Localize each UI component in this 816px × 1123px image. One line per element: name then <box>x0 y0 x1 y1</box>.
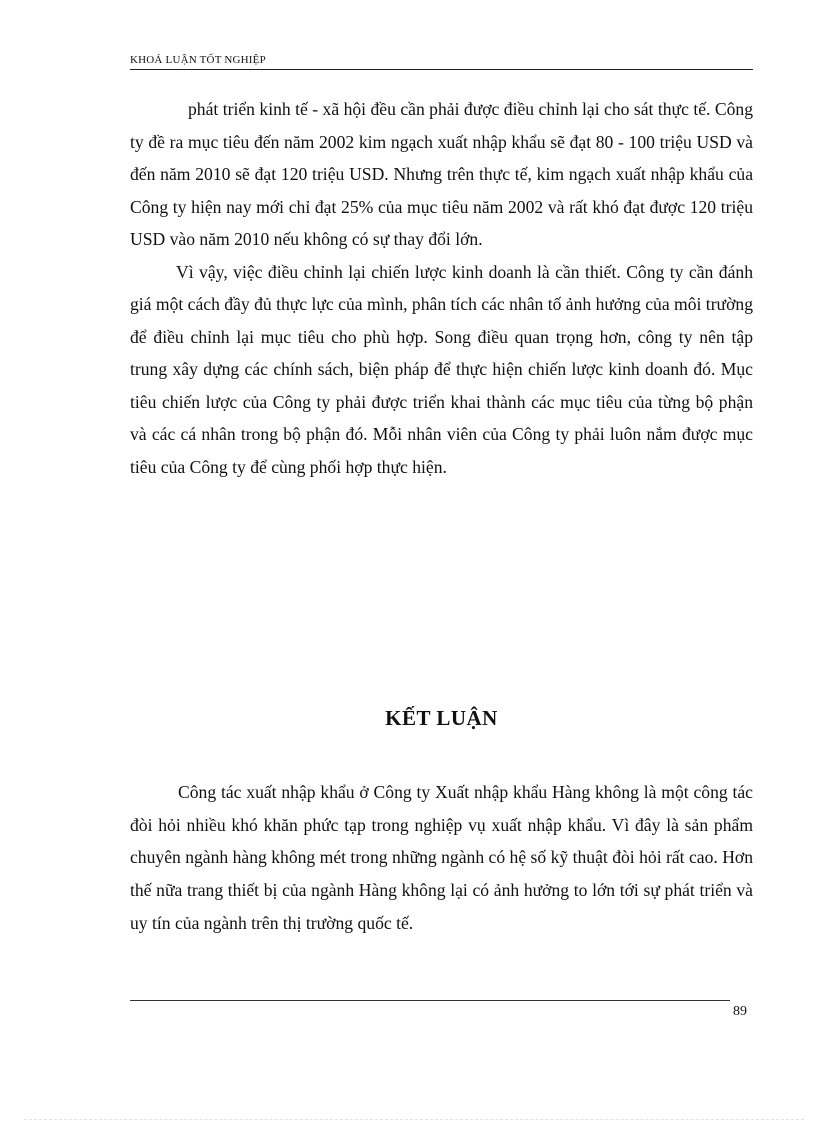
body-paragraph-2: Vì vậy, việc điều chỉnh lại chiến lược kinh doanh là cần thiết. Công ty cần đánh giá một cách đầy đủ thực lực của mình, phân tích các nhân tố ảnh hưởng của môi trường để điều chỉnh lại mục tiêu cho phù hợp. Song điều quan trọng hơn, công ty nên tập trung xây dựng các chính sách, biện pháp để thực hiện chiến lược kinh doanh đó. Mục tiêu chiến lược của Công ty phải được triển khai thành các mục tiêu của từng bộ phận và các cá nhân trong bộ phận đó. Mỗi nhân viên của Công ty phải luôn nắm được mục tiêu của Công ty để cùng phối hợp thực hiện. <box>130 261 753 477</box>
body-paragraph-1: phát triển kinh tế - xã hội đều cần phải được điều chỉnh lại cho sát thực tế. Công ty đề ra mục tiêu đến năm 2002 kim ngạch xuất nhập khẩu sẽ đạt 80 - 100 triệu USD và đến năm 2010 sẽ đạt 120 triệu USD. Nhưng trên thực tế, kim ngạch xuất nhập khẩu của Công ty hiện nay mới chỉ đạt 25% của mục tiêu năm 2002 và rất khó đạt được 120 triệu USD vào năm 2010 nếu không có sự thay đổi lớn. <box>130 99 753 249</box>
conclusion-heading: KẾT LUẬN <box>385 706 498 730</box>
page-edge-divider <box>24 1119 804 1120</box>
running-header <box>130 52 753 70</box>
conclusion-section <box>130 776 753 940</box>
header-title: KHOÁ LUẬN TỐT NGHIỆP <box>130 54 266 66</box>
footer-divider <box>130 1000 730 1001</box>
body-text <box>130 93 753 483</box>
conclusion-paragraph: Công tác xuất nhập khẩu ở Công ty Xuất nhập khẩu Hàng không là một công tác đòi hỏi nhiều khó khăn phức tạp trong nghiệp vụ xuất nhập khẩu. Vì đây là sản phẩm chuyên ngành hàng không mét trong những ngành có hệ số kỹ thuật đòi hỏi rất cao. Hơn thế nữa trang thiết bị của ngành Hàng không lại có ảnh hưởng to lớn tới sự phát triển và uy tín của ngành trên thị trường quốc tế. <box>130 782 753 933</box>
page-number: 89 <box>733 1004 747 1019</box>
